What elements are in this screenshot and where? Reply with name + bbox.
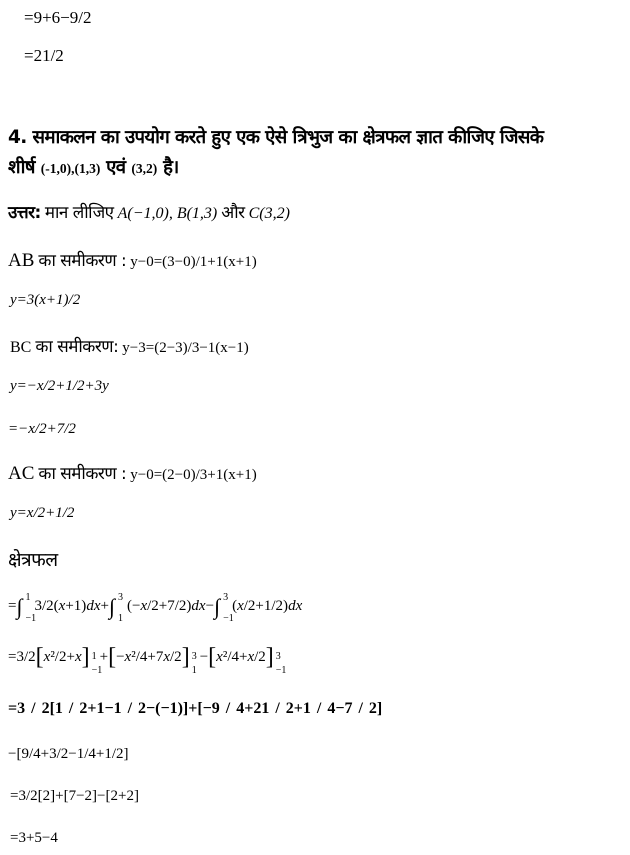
question-line-2 [8,154,179,179]
simplify-line: =3/2[2]+[7−2]−[2+2] [10,788,139,804]
area-heading: क्षेत्रफल [8,549,58,571]
integral-sign-icon: ∫ 1 −1 [16,592,37,624]
answer-text: मान लीजिए [44,203,114,223]
ac-equation: y−0=(2−0)/3+1(x+1) [130,467,257,483]
bc-label: का समीकरण: [35,337,119,357]
ac-label: का समीकरण : [38,464,127,484]
prev-step-1: =9+6−9/2 [24,8,92,27]
bc-result: =−x/2+7/2 [8,421,76,437]
answer-and: और [221,203,245,223]
and-word: एवं [106,157,126,178]
bc-equation-line [10,334,249,357]
answer-points-2: C(3,2) [248,205,290,222]
ac-prefix: AC [8,463,35,484]
prev-step-2: =21/2 [24,46,64,65]
answer-label: उत्तर: [8,203,41,223]
vertices-word: शीर्ष [8,157,35,178]
integral-line: =∫ 1 −1 3/2(x+1)dx+∫ 3 1 (−x/2+7/2)dx−∫ 3 −1 (x/2+1/2)dx [8,592,303,624]
answer-points-1: A(−1,0), B(1,3) [117,205,218,222]
bc-prefix: BC [10,339,32,356]
ac-result: y=x/2+1/2 [10,505,75,521]
substitution-line: =3 / 2[1 / 2+1−1 / 2−(−1)]+[−9 / 4+21 / 2+1 / 4−7 / 2] [8,700,383,717]
bc-equation: y−3=(2−3)/3−1(x−1) [122,340,249,356]
ab-equation: y−0=(3−0)/1+1(x+1) [130,254,257,270]
integral-sign-icon: ∫ 3 1 [108,592,123,624]
vertices-points-1: (-1,0),(1,3) [40,161,101,176]
vertices-points-2: (3,2) [131,161,158,176]
substitution-line-2: −[9/4+3/2−1/4+1/2] [8,746,129,762]
antiderivative-line: =3/2[x²/2+x] 1 −1 +[−x²/4+7x/2] 3 1 −[x²/4+x/2] 3 −1 [8,644,287,676]
ab-prefix: AB [8,250,35,271]
integral-sign-icon: ∫ 3 −1 [214,592,234,624]
is-word: है। [163,157,179,178]
answer-intro [8,200,290,223]
ab-result: y=3(x+1)/2 [10,292,81,308]
ac-equation-line [8,461,257,485]
question-line-1: 4. समाकलन का उपयोग करते हुए एक ऐसे त्रिभुज का क्षेत्रफल ज्ञात कीजिए जिसके [8,127,544,148]
final-line: =3+5−4 [10,830,58,846]
ab-label: का समीकरण : [38,251,127,271]
bc-step: y=−x/2+1/2+3y [10,378,109,394]
ab-equation-line [8,248,257,272]
